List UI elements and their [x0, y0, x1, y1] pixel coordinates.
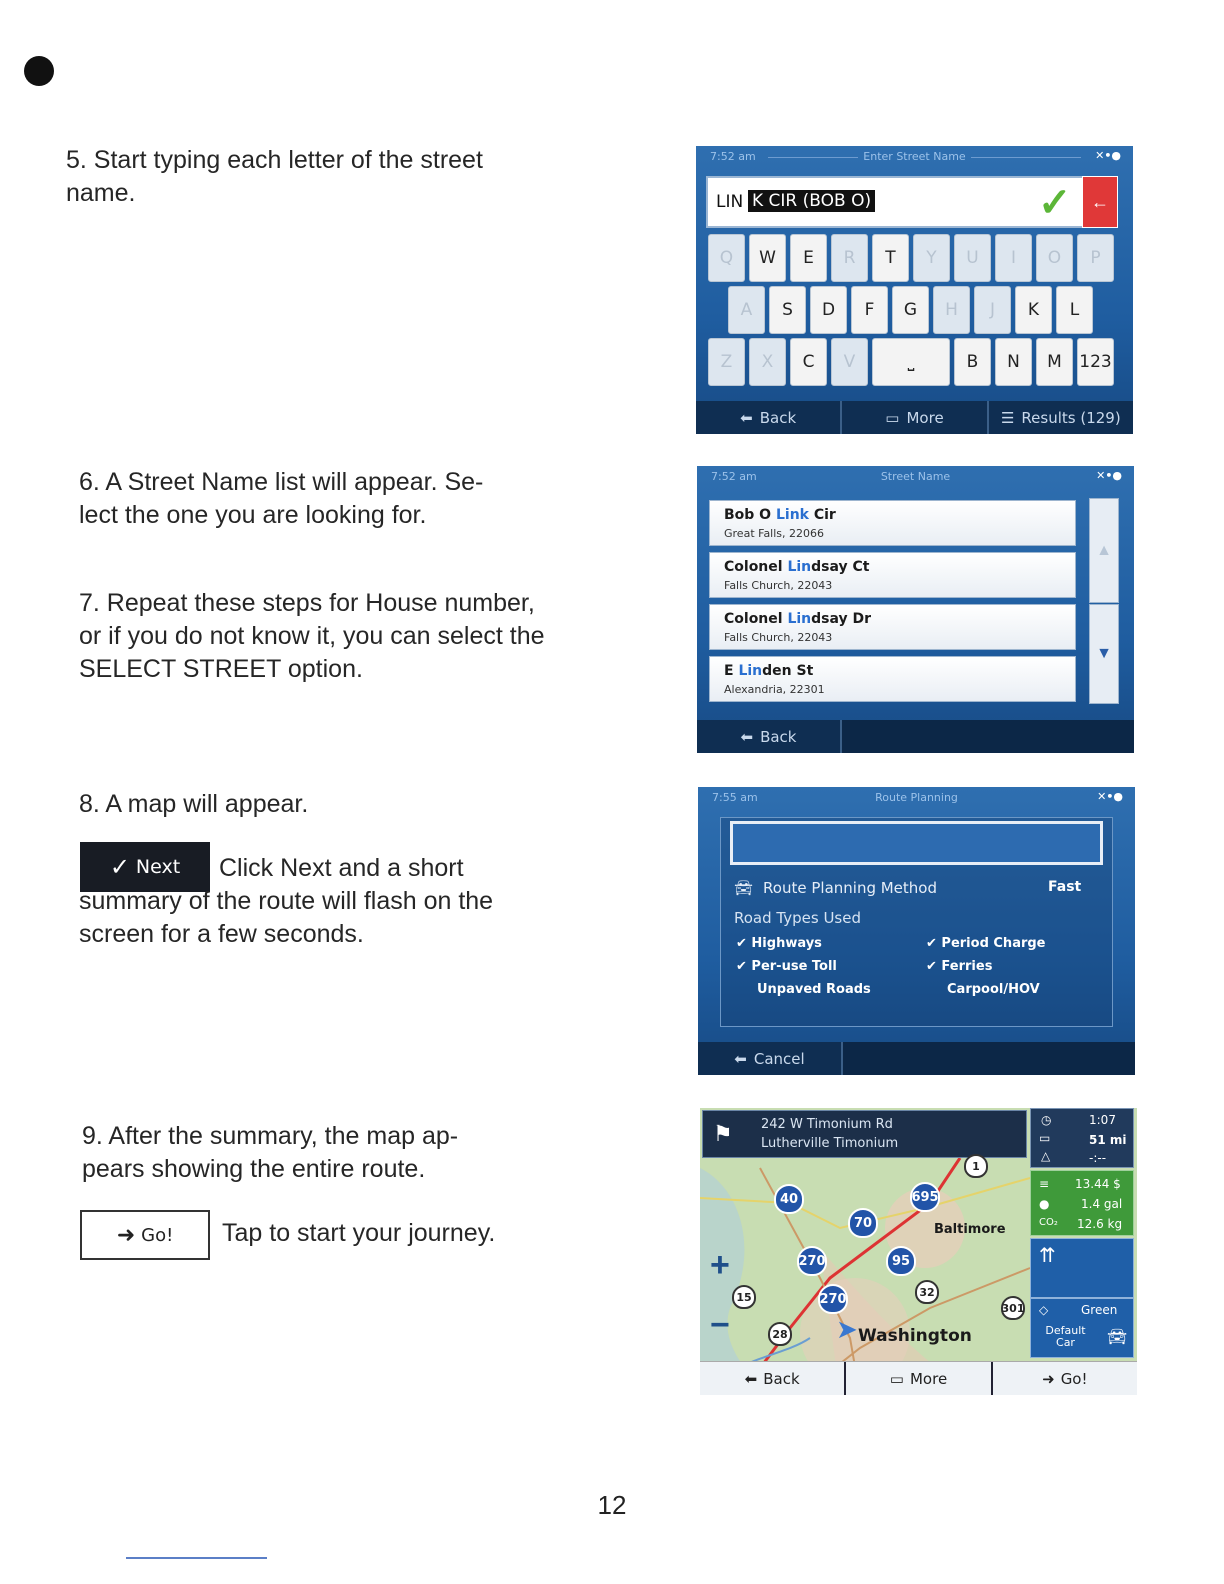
- more-button[interactable]: ▭ More: [846, 1362, 992, 1395]
- step-6-line2: lect the one you are looking for.: [79, 501, 427, 529]
- street-address: Great Falls, 22066: [724, 527, 825, 540]
- checkmark-icon[interactable]: ✓: [1038, 181, 1072, 225]
- trip-distance: 51 mi: [1089, 1133, 1127, 1147]
- key-g[interactable]: G: [892, 286, 929, 334]
- bullet: [24, 56, 54, 86]
- route-shield: 1: [964, 1154, 988, 1178]
- trip-co2: 12.6 kg: [1077, 1217, 1123, 1231]
- screen-title: Street Name: [880, 470, 951, 483]
- road-type-carpool: Carpool/HOV: [947, 982, 1040, 997]
- route-method-row: 🚘︎ Route Planning Method: [734, 879, 937, 897]
- road-types-left: [736, 932, 871, 1001]
- street-address: Falls Church, 22043: [724, 631, 833, 644]
- go-button-illustration: ➜ Go!: [80, 1210, 210, 1260]
- key-t[interactable]: T: [872, 234, 909, 282]
- map-bottom-bar: [700, 1361, 1137, 1395]
- route-shield: 695: [910, 1182, 940, 1212]
- road-types-right: [926, 932, 1046, 1001]
- bottom-bar: [696, 401, 1133, 434]
- street-list-screen: [697, 466, 1134, 753]
- cost-panel[interactable]: [1030, 1170, 1134, 1236]
- arrow-right-icon: ➜: [116, 1222, 136, 1248]
- fuel-drop-icon: ●: [1039, 1197, 1050, 1211]
- key-f[interactable]: F: [851, 286, 888, 334]
- arrow-left-icon: ⬅: [740, 408, 753, 427]
- street-list-item[interactable]: [709, 552, 1076, 598]
- typed-text: LIN: [716, 192, 744, 212]
- key-c[interactable]: C: [790, 338, 827, 386]
- key-d[interactable]: D: [810, 286, 847, 334]
- more-icon: ▭: [885, 408, 900, 427]
- screen-title: Enter Street Name: [863, 150, 966, 163]
- step-5-line1: 5. Start typing each letter of the street: [66, 146, 483, 174]
- vehicle-type: Default Car: [1045, 1324, 1086, 1349]
- autocomplete-suggestion: K CIR (BOB O): [748, 190, 875, 212]
- route-shield: 70: [848, 1208, 878, 1238]
- key-b[interactable]: B: [954, 338, 991, 386]
- more-icon: ▭: [889, 1369, 904, 1388]
- key-l[interactable]: L: [1056, 286, 1093, 334]
- step-8-line4: screen for a few seconds.: [79, 920, 364, 948]
- route-method-value: Fast: [1048, 879, 1082, 895]
- road-types-label: Road Types Used: [734, 909, 861, 927]
- results-button[interactable]: ☰ Results (129): [989, 401, 1133, 434]
- back-button[interactable]: ⬅ Back: [696, 401, 842, 434]
- key-y[interactable]: Y: [913, 234, 950, 282]
- street-name: Colonel Lindsay Dr: [724, 611, 872, 627]
- city-label: Baltimore: [934, 1222, 1006, 1237]
- step-8-line3: summary of the route will flash on the: [79, 887, 494, 915]
- destination-address: 242 W Timonium Rd: [761, 1117, 893, 1132]
- bottom-bar: [698, 1042, 1135, 1075]
- key-q[interactable]: Q: [708, 234, 745, 282]
- street-address: Falls Church, 22043: [724, 579, 833, 592]
- map-screen: [700, 1108, 1137, 1395]
- signal-icon: ✕•●: [1097, 790, 1123, 803]
- zoom-out-button[interactable]: −: [710, 1306, 730, 1344]
- progress-bar: [730, 821, 1103, 865]
- step-7-line2: or if you do not know it, you can select the: [79, 622, 545, 650]
- trip-time: 1:07: [1089, 1113, 1116, 1127]
- key-h[interactable]: H: [933, 286, 970, 334]
- step-6-text: [79, 466, 483, 532]
- step-7-line1: 7. Repeat these steps for House number,: [79, 589, 535, 617]
- step-7-text: [79, 587, 545, 686]
- destination-panel[interactable]: [702, 1110, 1027, 1158]
- street-name: E Linden St: [724, 663, 814, 679]
- route-shield: 270: [818, 1284, 848, 1314]
- route-shield: 270: [797, 1246, 827, 1276]
- arrow-right-icon: ➜: [1042, 1369, 1055, 1388]
- cancel-button[interactable]: ⬅ Cancel: [698, 1042, 843, 1075]
- key-x[interactable]: X: [749, 338, 786, 386]
- street-name: Bob O Link Cir: [724, 507, 836, 523]
- zoom-in-button[interactable]: +: [710, 1246, 730, 1284]
- street-address: Alexandria, 22301: [724, 683, 825, 696]
- trip-cost: 13.44 $: [1075, 1177, 1121, 1191]
- backspace-button[interactable]: ←: [1082, 176, 1118, 228]
- fuel-cost-icon: ≡: [1039, 1177, 1050, 1191]
- key-z[interactable]: Z: [708, 338, 745, 386]
- signal-icon: ✕•●: [1095, 149, 1121, 162]
- road-type-panel[interactable]: [1030, 1238, 1134, 1298]
- scroll-down-button[interactable]: ▼: [1089, 604, 1119, 704]
- arrow-left-icon: ⬅: [744, 1369, 758, 1388]
- key-123[interactable]: 123: [1077, 338, 1114, 386]
- more-button[interactable]: ▭ More: [842, 401, 988, 434]
- status-time: 7:52 am: [710, 150, 756, 163]
- scroll-up-button[interactable]: ▲: [1089, 498, 1119, 603]
- route-type: Green: [1081, 1303, 1118, 1317]
- destination-city: Lutherville Timonium: [761, 1136, 899, 1151]
- key-j[interactable]: J: [974, 286, 1011, 334]
- clock-icon: ◷: [1041, 1113, 1052, 1127]
- co2-icon: CO₂: [1039, 1217, 1058, 1228]
- car-icon: 🚘︎: [734, 879, 754, 897]
- status-time: 7:52 am: [711, 470, 757, 483]
- divider: [126, 1557, 267, 1559]
- arrow-left-icon: ⬅: [740, 727, 754, 746]
- list-icon: ☰: [1000, 408, 1015, 427]
- key-v[interactable]: V: [831, 338, 868, 386]
- page-number: 12: [597, 1490, 627, 1520]
- bottom-bar: [697, 720, 1134, 753]
- check-icon: ✔: [736, 936, 752, 951]
- back-button[interactable]: ⬅ Back: [697, 720, 842, 753]
- step-9-line3: Tap to start your journey.: [222, 1219, 496, 1247]
- trip-fuel: 1.4 gal: [1081, 1197, 1123, 1211]
- step-9-text: [82, 1120, 458, 1186]
- car-icon: 🚘︎: [1107, 1327, 1128, 1346]
- space-key[interactable]: ⎵: [872, 338, 950, 386]
- route-shield: 32: [915, 1280, 939, 1304]
- key-s[interactable]: S: [769, 286, 806, 334]
- street-list-item[interactable]: [709, 656, 1076, 702]
- road-type-highways: ✔ Highways: [736, 936, 822, 951]
- vehicle-panel[interactable]: [1030, 1298, 1134, 1358]
- street-input[interactable]: [706, 176, 1086, 228]
- road-type-toll: ✔ Per-use Toll: [736, 959, 837, 974]
- road-type-period: ✔ Period Charge: [926, 936, 1046, 951]
- key-o[interactable]: O: [1036, 234, 1073, 282]
- street-list-item[interactable]: [709, 500, 1076, 546]
- step-9-line2: pears showing the entire route.: [82, 1155, 426, 1183]
- step-9-line1: 9. After the summary, the map ap-: [82, 1122, 459, 1150]
- route-type-icon: ◇: [1039, 1303, 1049, 1317]
- route-shield: 301: [1001, 1296, 1025, 1320]
- keyboard-screen: [696, 146, 1133, 434]
- trip-eta: -:--: [1089, 1151, 1107, 1165]
- key-a[interactable]: A: [728, 286, 765, 334]
- route-planning-screen: [698, 787, 1135, 1075]
- step-8-line1: 8. A map will appear.: [79, 790, 309, 818]
- key-p[interactable]: P: [1077, 234, 1114, 282]
- route-shield: 40: [774, 1184, 804, 1214]
- key-u[interactable]: U: [954, 234, 991, 282]
- city-label: Washington: [858, 1326, 972, 1346]
- step-7-line3: SELECT STREET option.: [79, 655, 363, 683]
- go-button[interactable]: ➜ Go!: [1042, 1369, 1088, 1388]
- check-icon: ✔: [926, 936, 942, 951]
- street-list-item[interactable]: [709, 604, 1076, 650]
- key-w[interactable]: W: [749, 234, 786, 282]
- position-arrow-icon: ➤: [836, 1314, 858, 1344]
- route-shield: 28: [768, 1322, 792, 1346]
- step-5-text: [66, 144, 483, 210]
- key-m[interactable]: M: [1036, 338, 1073, 386]
- key-n[interactable]: N: [995, 338, 1032, 386]
- key-r[interactable]: R: [831, 234, 868, 282]
- check-icon: ✔: [736, 959, 752, 974]
- step-8-line2: Click Next and a short: [219, 854, 464, 882]
- key-i[interactable]: I: [995, 234, 1032, 282]
- highway-icon: ⇈: [1039, 1243, 1056, 1267]
- screen-title: Route Planning: [875, 791, 958, 804]
- street-name: Colonel Lindsay Ct: [724, 559, 870, 575]
- road-type-unpaved: Unpaved Roads: [757, 982, 871, 997]
- ruler-icon: ▭: [1039, 1131, 1051, 1145]
- route-shield: 95: [886, 1246, 916, 1276]
- step-5-line2: name.: [66, 179, 136, 207]
- route-shield: 15: [732, 1285, 756, 1309]
- key-k[interactable]: K: [1015, 286, 1052, 334]
- checkmark-icon: ✓: [109, 853, 130, 881]
- check-icon: ✔: [926, 959, 942, 974]
- key-e[interactable]: E: [790, 234, 827, 282]
- signal-icon: ✕•●: [1096, 469, 1122, 482]
- eta-icon: △: [1041, 1149, 1051, 1163]
- step-6-line1: 6. A Street Name list will appear. Se-: [79, 468, 484, 496]
- back-button[interactable]: ⬅ Back: [700, 1362, 846, 1395]
- arrow-left-icon: ⬅: [734, 1049, 747, 1068]
- status-time: 7:55 am: [712, 791, 758, 804]
- next-button-illustration: ✓ Next: [80, 842, 210, 892]
- road-type-ferries: ✔ Ferries: [926, 959, 993, 974]
- trip-info-panel[interactable]: [1030, 1108, 1134, 1168]
- checkered-flag-icon: ⚑: [713, 1121, 733, 1146]
